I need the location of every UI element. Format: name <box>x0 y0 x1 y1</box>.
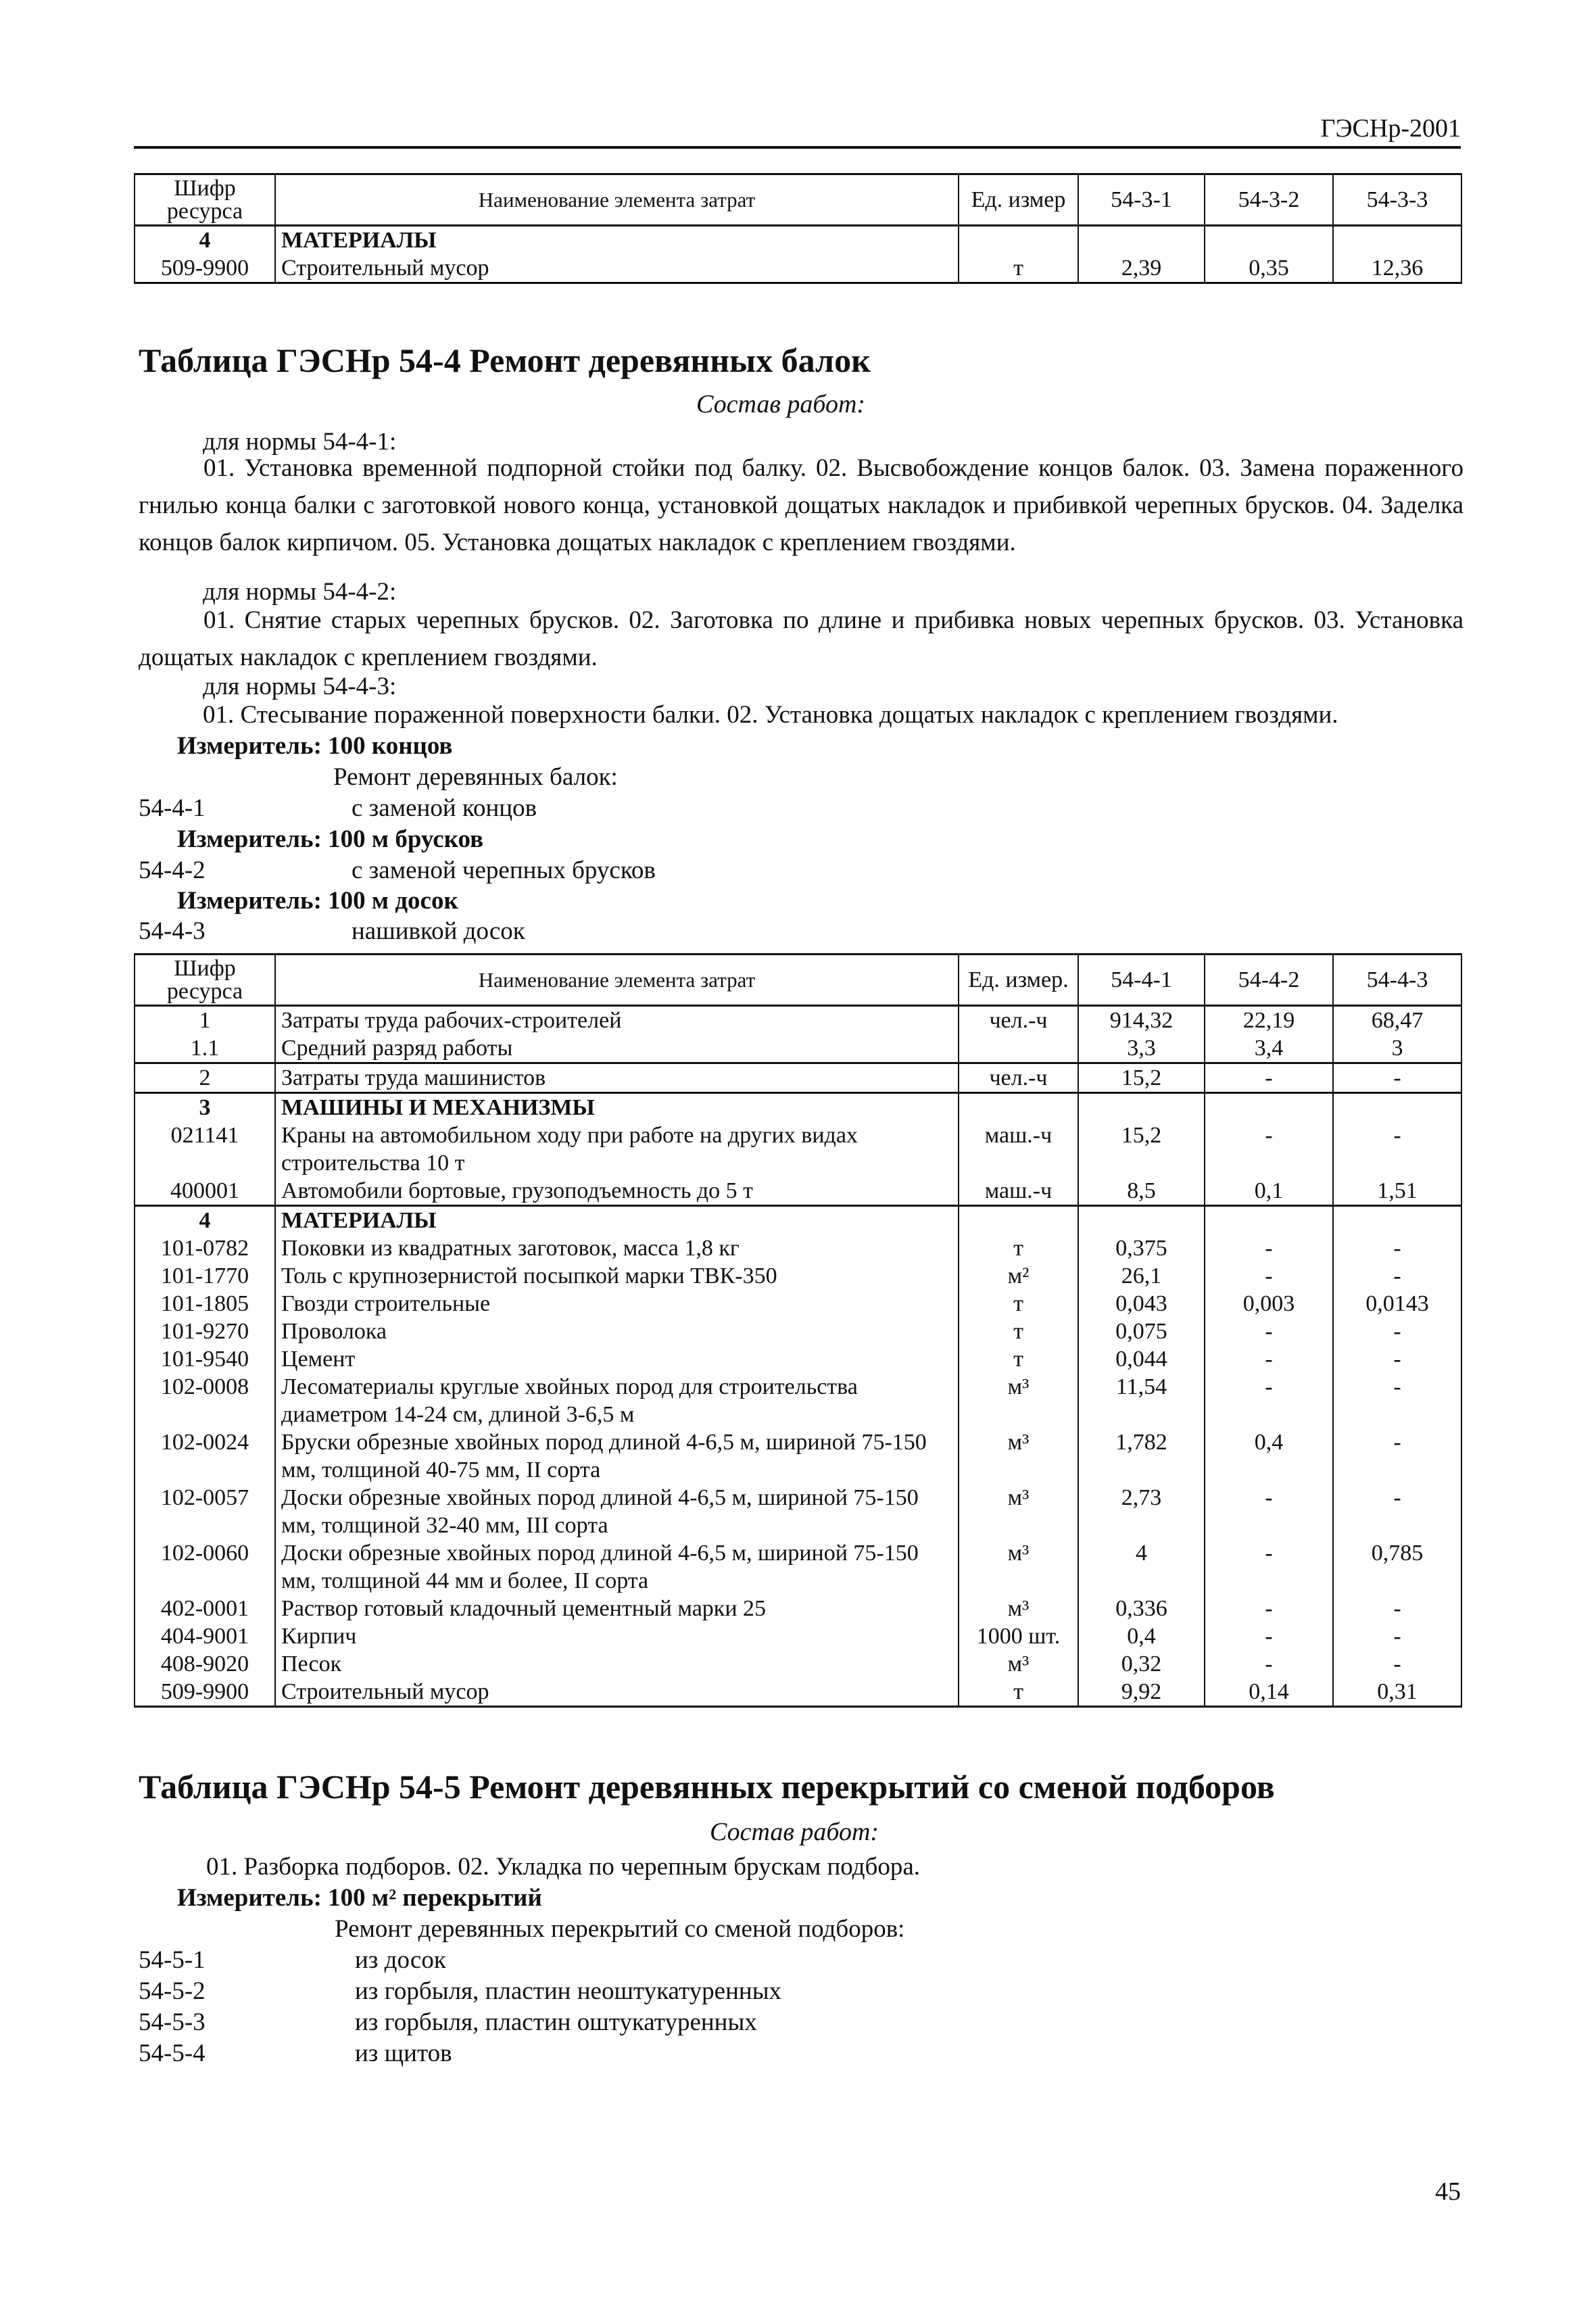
cell-code: 102-0060 <box>135 1539 275 1595</box>
cell-54-4-2: 0,1 <box>1205 1177 1333 1206</box>
cell-54-4-3: - <box>1333 1484 1461 1539</box>
cell-unit <box>959 1093 1078 1122</box>
cell-code: 404-9001 <box>135 1622 275 1650</box>
cell-unit: м³ <box>959 1595 1078 1622</box>
composition-text: 01. Разборка подборов. 02. Укладка по черепным брускам подбора. <box>206 1853 921 1881</box>
table-row <box>135 1093 1461 1122</box>
cell-54-4-2: - <box>1205 1063 1333 1093</box>
cell-54-4-3: - <box>1333 1373 1461 1428</box>
cell-54-4-3 <box>1333 1206 1461 1235</box>
table-row <box>135 1034 1461 1063</box>
cell-unit <box>959 1034 1078 1063</box>
table-row <box>135 1678 1461 1707</box>
header-code: Шифр ресурса <box>135 955 275 1006</box>
cell-name: Поковки из квадратных заготовок, масса 1,8 кг <box>275 1234 959 1262</box>
cell-unit: чел.-ч <box>959 1063 1078 1093</box>
cell-code: 102-0024 <box>135 1428 275 1484</box>
cell-name: Бруски обрезные хвойных пород длиной 4-6,5 м, шириной 75-150 мм, толщиной 40-75 мм, II сорта <box>275 1428 959 1484</box>
cell-54-4-3: 0,0143 <box>1333 1290 1461 1318</box>
item-code: 54-4-3 <box>139 917 205 945</box>
table-row <box>135 1373 1461 1428</box>
header-col2: 54-3-2 <box>1205 174 1333 226</box>
measure-100m2: Измеритель: 100 м² перекрытий <box>177 1884 542 1912</box>
cell-54-4-2: - <box>1205 1373 1333 1428</box>
cell-unit: м² <box>959 1262 1078 1290</box>
table-54-3-continuation <box>134 173 1462 284</box>
cell-unit <box>959 1206 1078 1235</box>
items-54-5 <box>139 1941 1153 2066</box>
item-code: 54-5-4 <box>139 2040 205 2067</box>
item-name: из горбыля, пластин оштукатуренных <box>355 2008 757 2036</box>
table-row: 4 МАТЕРИАЛЫ <box>135 226 1461 255</box>
cell-unit: маш.-ч <box>959 1121 1078 1177</box>
item-code: 54-5-1 <box>139 1946 205 1974</box>
cell-unit: маш.-ч <box>959 1177 1078 1206</box>
cell-code: 1.1 <box>135 1034 275 1063</box>
cell-54-4-2: - <box>1205 1622 1333 1650</box>
cell-unit: м³ <box>959 1428 1078 1484</box>
cell-54-4-3: 0,785 <box>1333 1539 1461 1595</box>
cell-code: 101-0782 <box>135 1234 275 1262</box>
cell-name: Лесоматериалы круглые хвойных пород для строительства диаметром 14-24 см, длиной 3-6,5 м <box>275 1373 959 1428</box>
cell-54-4-2: - <box>1205 1345 1333 1373</box>
cell-54-4-3: 68,47 <box>1333 1006 1461 1035</box>
measure-100-ends: Измеритель: 100 концов <box>177 732 453 760</box>
cell-54-4-1: 15,2 <box>1078 1063 1205 1093</box>
cell-unit: м³ <box>959 1539 1078 1595</box>
cell-code: 021141 <box>135 1121 275 1177</box>
cell-54-4-3: - <box>1333 1428 1461 1484</box>
header-col3: 54-4-3 <box>1333 955 1461 1006</box>
header-unit: Ед. измер. <box>959 955 1078 1006</box>
item-code: 54-5-3 <box>139 2008 205 2036</box>
cell-54-4-3: - <box>1333 1345 1461 1373</box>
table-row <box>135 1206 1461 1235</box>
header-col1: 54-4-1 <box>1078 955 1205 1006</box>
cell-54-4-1: 1,782 <box>1078 1428 1205 1484</box>
cell-54-4-2: - <box>1205 1539 1333 1595</box>
table-row <box>135 1318 1461 1345</box>
cell-54-4-1: 0,4 <box>1078 1622 1205 1650</box>
table-row <box>135 1290 1461 1318</box>
cell-54-4-1: 0,336 <box>1078 1595 1205 1622</box>
cell-54-4-3: - <box>1333 1622 1461 1650</box>
cell-54-4-1: 0,043 <box>1078 1290 1205 1318</box>
norm-54-4-1-label: для нормы 54-4-1: <box>203 428 397 456</box>
cell-54-4-1: 0,375 <box>1078 1234 1205 1262</box>
cell-code: 1 <box>135 1006 275 1035</box>
cell-54-4-1: 914,32 <box>1078 1006 1205 1035</box>
cell-54-4-1: 15,2 <box>1078 1121 1205 1177</box>
table-row <box>135 1063 1461 1093</box>
table-row <box>135 1006 1461 1035</box>
list-item <box>139 1941 1153 1973</box>
cell-name: Кирпич <box>275 1622 959 1650</box>
cell-54-4-3: 0,31 <box>1333 1678 1461 1707</box>
item-name: из щитов <box>355 2040 452 2067</box>
cell-name: Проволока <box>275 1318 959 1345</box>
cell-name: Строительный мусор <box>275 1678 959 1707</box>
cell-name: Затраты труда рабочих-строителей <box>275 1006 959 1035</box>
cell-54-4-1 <box>1078 1093 1205 1122</box>
cell-code: 102-0008 <box>135 1373 275 1428</box>
cell-name: Доски обрезные хвойных пород длиной 4-6,5 м, шириной 75-150 мм, толщиной 32-40 мм, III сорта <box>275 1484 959 1539</box>
item-name: с заменой черепных брусков <box>352 857 656 884</box>
cell-name: МАШИНЫ И МЕХАНИЗМЫ <box>275 1093 959 1122</box>
table-header-row <box>135 174 1461 226</box>
norm-54-4-2-label: для нормы 54-4-2: <box>203 578 397 606</box>
table-row <box>135 1428 1461 1484</box>
cell-name: Цемент <box>275 1345 959 1373</box>
cell-54-4-2 <box>1205 1093 1333 1122</box>
cell-code: 3 <box>135 1093 275 1122</box>
group-title-beams: Ремонт деревянных балок: <box>333 763 618 791</box>
cell-unit: м³ <box>959 1650 1078 1678</box>
norm-54-4-1-text: 01. Установка временной подпорной стойки под балку. 02. Высвобождение концов балок. 03. Замена пораженного гнилью конца балки с заготовкой нового конца, установкой дощатых накладок и прибивкой черепных брусков. 04. Заделка концов балок кирпичом. 05. Установка дощатых накладок с креплением гвоздями. <box>139 454 1464 556</box>
header-col3: 54-3-3 <box>1333 174 1461 226</box>
item-code: 54-5-2 <box>139 1977 205 2005</box>
cell-54-4-1: 0,32 <box>1078 1650 1205 1678</box>
header-name: Наименование элемента затрат <box>275 174 959 226</box>
cell-code: 400001 <box>135 1177 275 1206</box>
cell-code: 4 <box>135 1206 275 1235</box>
item-name: нашивкой досок <box>352 917 525 945</box>
cell-54-4-2: 0,4 <box>1205 1428 1333 1484</box>
cell-54-4-1: 8,5 <box>1078 1177 1205 1206</box>
cell-54-4-2: - <box>1205 1234 1333 1262</box>
item-name: из досок <box>355 1946 446 1974</box>
item-code: 54-4-1 <box>139 794 205 822</box>
table-54-5-title: Таблица ГЭСНр 54-5 Ремонт деревянных перекрытий со сменой подборов <box>139 1768 1275 1806</box>
cell-name: Доски обрезные хвойных пород длиной 4-6,5 м, шириной 75-150 мм, толщиной 44 мм и более, II сорта <box>275 1539 959 1595</box>
cell-54-4-1: 11,54 <box>1078 1373 1205 1428</box>
table-row <box>135 1345 1461 1373</box>
cell-54-4-2: 0,003 <box>1205 1290 1333 1318</box>
cell-54-4-1: 0,075 <box>1078 1318 1205 1345</box>
cell-name: Краны на автомобильном ходу при работе на других видах строительства 10 т <box>275 1121 959 1177</box>
table-row <box>135 1622 1461 1650</box>
cell-54-4-3 <box>1333 1093 1461 1122</box>
table-54-4 <box>134 953 1462 1708</box>
table-54-4-title: Таблица ГЭСНр 54-4 Ремонт деревянных балок <box>139 341 871 379</box>
group-title-floors: Ремонт деревянных перекрытий со сменой подборов: <box>335 1915 905 1943</box>
cell-54-4-1: 26,1 <box>1078 1262 1205 1290</box>
header-unit: Ед. измер <box>959 174 1078 226</box>
cell-54-4-3: - <box>1333 1121 1461 1177</box>
measure-100m-boards: Измеритель: 100 м досок <box>177 887 458 915</box>
table-row <box>135 1234 1461 1262</box>
cell-unit: чел.-ч <box>959 1006 1078 1035</box>
item-name: с заменой концов <box>352 794 537 822</box>
cell-54-4-3: - <box>1333 1318 1461 1345</box>
cell-unit: т <box>959 1290 1078 1318</box>
item-code: 54-4-2 <box>139 857 205 884</box>
cell-54-4-2: 0,14 <box>1205 1678 1333 1707</box>
cell-code: 101-1770 <box>135 1262 275 1290</box>
norm-54-4-3-label: для нормы 54-4-3: <box>203 673 397 700</box>
page-number: 45 <box>1435 2177 1461 2206</box>
cell-unit: м³ <box>959 1484 1078 1539</box>
table-row <box>135 1539 1461 1595</box>
cell-code: 2 <box>135 1063 275 1093</box>
header-rule <box>134 146 1461 149</box>
cell-unit: 1000 шт. <box>959 1622 1078 1650</box>
table-header-row <box>135 955 1461 1006</box>
cell-name: МАТЕРИАЛЫ <box>275 1206 959 1235</box>
composition-label: Состав работ: <box>710 1818 879 1846</box>
cell-54-4-2: 22,19 <box>1205 1006 1333 1035</box>
cell-54-4-2: - <box>1205 1484 1333 1539</box>
table-row <box>135 1650 1461 1678</box>
cell-54-4-3: - <box>1333 1063 1461 1093</box>
cell-code: 408-9020 <box>135 1650 275 1678</box>
item-name: из горбыля, пластин неоштукатуренных <box>355 1977 782 2005</box>
table-row <box>135 1484 1461 1539</box>
cell-unit: м³ <box>959 1373 1078 1428</box>
cell-54-4-3: - <box>1333 1650 1461 1678</box>
table-row <box>135 1595 1461 1622</box>
cell-name: Толь с крупнозернистой посыпкой марки ТВК-350 <box>275 1262 959 1290</box>
header-col1: 54-3-1 <box>1078 174 1205 226</box>
document-code: ГЭСНр-2001 <box>1320 114 1461 143</box>
cell-name: Затраты труда машинистов <box>275 1063 959 1093</box>
header-name: Наименование элемента затрат <box>275 955 959 1006</box>
cell-54-4-2: - <box>1205 1650 1333 1678</box>
cell-54-4-1: 2,73 <box>1078 1484 1205 1539</box>
cell-54-4-1: 0,044 <box>1078 1345 1205 1373</box>
norm-54-4-2-text: 01. Снятие старых черепных брусков. 02. Заготовка по длине и прибивка новых черепных брусков. 03. Установка дощатых накладок с креплением гвоздями. <box>139 606 1464 671</box>
cell-name: Гвозди строительные <box>275 1290 959 1318</box>
cell-unit: т <box>959 1345 1078 1373</box>
list-item <box>139 1973 1153 2004</box>
norm-54-4-3-text: 01. Стесывание пораженной поверхности балки. 02. Установка дощатых накладок с креплением гвоздями. <box>203 701 1338 729</box>
cell-code: 402-0001 <box>135 1595 275 1622</box>
list-item <box>139 2035 1153 2066</box>
header-col2: 54-4-2 <box>1205 955 1333 1006</box>
cell-code: 101-9270 <box>135 1318 275 1345</box>
cell-54-4-3: - <box>1333 1234 1461 1262</box>
cell-54-4-2: - <box>1205 1262 1333 1290</box>
composition-label: Состав работ: <box>696 390 866 418</box>
table-row: 509-9900 Строительный мусор т 2,39 0,35 12,36 <box>135 254 1461 283</box>
cell-code: 509-9900 <box>135 1678 275 1707</box>
cell-unit: т <box>959 1318 1078 1345</box>
cell-code: 101-9540 <box>135 1345 275 1373</box>
cell-name: Средний разряд работы <box>275 1034 959 1063</box>
cell-54-4-1 <box>1078 1206 1205 1235</box>
list-item <box>139 2004 1153 2035</box>
cell-54-4-3: - <box>1333 1595 1461 1622</box>
measure-100m-bars: Измеритель: 100 м брусков <box>177 825 484 853</box>
cell-54-4-1: 3,3 <box>1078 1034 1205 1063</box>
cell-unit: т <box>959 1234 1078 1262</box>
table-row <box>135 1121 1461 1177</box>
cell-54-4-3: 1,51 <box>1333 1177 1461 1206</box>
table-row <box>135 1262 1461 1290</box>
cell-54-4-2: - <box>1205 1595 1333 1622</box>
table-row <box>135 1177 1461 1206</box>
header-code: Шифр ресурса <box>135 174 275 226</box>
cell-54-4-1: 4 <box>1078 1539 1205 1595</box>
cell-54-4-1: 9,92 <box>1078 1678 1205 1707</box>
cell-code: 102-0057 <box>135 1484 275 1539</box>
cell-unit: т <box>959 1678 1078 1707</box>
cell-name: Песок <box>275 1650 959 1678</box>
cell-54-4-2: - <box>1205 1121 1333 1177</box>
cell-54-4-3: - <box>1333 1262 1461 1290</box>
cell-54-4-2: 3,4 <box>1205 1034 1333 1063</box>
cell-54-4-2 <box>1205 1206 1333 1235</box>
cell-54-4-2: - <box>1205 1318 1333 1345</box>
cell-code: 101-1805 <box>135 1290 275 1318</box>
cell-54-4-3: 3 <box>1333 1034 1461 1063</box>
cell-name: Автомобили бортовые, грузоподъемность до 5 т <box>275 1177 959 1206</box>
cell-name: Раствор готовый кладочный цементный марки 25 <box>275 1595 959 1622</box>
